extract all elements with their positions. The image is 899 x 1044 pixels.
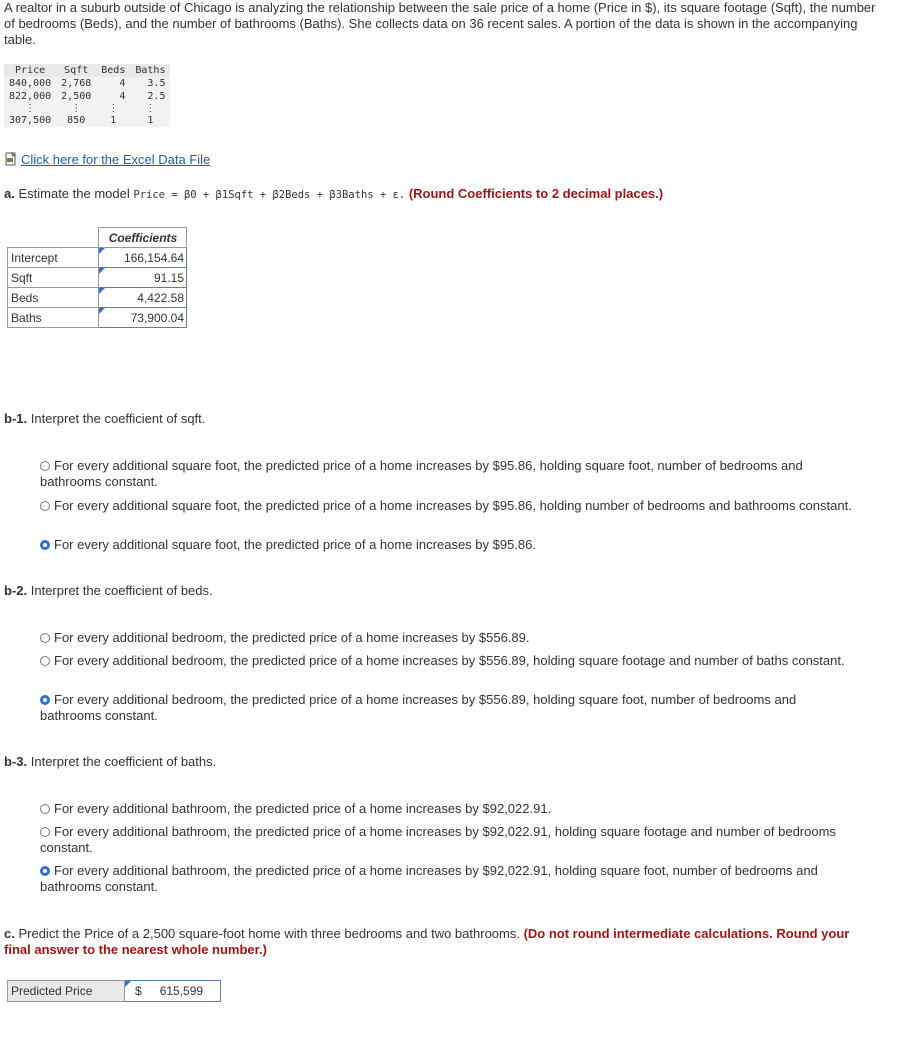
radio-selected-icon[interactable] [40, 540, 50, 550]
coefficients-header: Coefficients [99, 228, 187, 248]
b2-option-2[interactable]: For every additional bedroom, the predicted price of a home increases by $556.89, holding square footage and number of baths constant. [40, 653, 860, 669]
sqft-coef-input[interactable]: 91.15 [99, 268, 187, 288]
b3-option-2[interactable]: For every additional bathroom, the predicted price of a home increases by $92,022.91, holding square footage and number of bedrooms constant. [40, 824, 836, 855]
radio-selected-icon[interactable] [40, 866, 50, 876]
part-b1-question: b-1. Interpret the coefficient of sqft. [4, 411, 206, 426]
b3-option-1[interactable]: For every additional bathroom, the predicted price of a home increases by $92,022.91. [40, 801, 860, 817]
b1-option-3[interactable]: For every additional square foot, the predicted price of a home increases by $95.86. [40, 537, 860, 553]
sample-data-table [4, 64, 170, 127]
col-header: Price [4, 64, 56, 77]
coefficients-table [7, 227, 187, 328]
table-row: 307,500 850 1 1 [4, 114, 170, 127]
table-row-ellipsis: ⋮ ⋮ ⋮ ⋮ [4, 103, 170, 114]
radio-unselected-icon[interactable] [40, 461, 50, 471]
model-equation: Price = β0 + β1Sqft + β2Beds + β3Baths + ε. [133, 189, 406, 201]
table-row: Beds 4,422.58 [8, 288, 187, 308]
radio-unselected-icon[interactable] [40, 633, 50, 643]
part-c-question: c. Predict the Price of a 2,500 square-foot home with three bedrooms and two bathrooms. (Do not round intermediate calculations. Round your final answer to the nearest whole number.) [4, 926, 850, 957]
col-header: Baths [130, 64, 170, 77]
part-b3-question: b-3. Interpret the coefficient of baths. [4, 754, 217, 769]
col-header: Sqft [56, 64, 96, 77]
radio-unselected-icon[interactable] [40, 656, 50, 666]
radio-selected-icon[interactable] [40, 695, 50, 705]
table-row: Sqft 91.15 [8, 268, 187, 288]
b2-option-1[interactable]: For every additional bedroom, the predicted price of a home increases by $556.89. [40, 630, 860, 646]
table-row: Baths 73,900.04 [8, 308, 187, 328]
b1-option-1[interactable]: For every additional square foot, the predicted price of a home increases by $95.86, holding square foot, number of bedrooms and bathrooms constant. [40, 458, 803, 489]
excel-data-link[interactable]: Click here for the Excel Data File [4, 152, 210, 167]
col-header: Beds [96, 64, 130, 77]
predicted-price-row [7, 980, 221, 1002]
b2-option-3[interactable]: For every additional bedroom, the predicted price of a home increases by $556.89, holding square foot, number of bedrooms and bathrooms constant. [40, 692, 797, 723]
problem-intro: A realtor in a suburb outside of Chicago is analyzing the relationship between the sale price of a home (Price in $), its square footage (Sqft), the number of bedrooms (Beds), and the number of bathrooms (Baths). She collects data on 36 recent sales. A portion of the data is shown in the accompanying table. [4, 0, 876, 47]
baths-coef-input[interactable]: 73,900.04 [99, 308, 187, 328]
beds-coef-input[interactable]: 4,422.58 [99, 288, 187, 308]
table-row: 840,000 2,768 4 3.5 [4, 77, 170, 90]
file-icon [4, 152, 18, 166]
b3-option-3[interactable]: For every additional bathroom, the predicted price of a home increases by $92,022.91, holding square foot, number of bedrooms and bathrooms constant. [40, 863, 818, 894]
part-a-question: a. Estimate the model Price = β0 + β1Sqft + β2Beds + β3Baths + ε. (Round Coefficients to 2 decimal places.) [4, 186, 664, 201]
radio-unselected-icon[interactable] [40, 827, 50, 837]
predicted-price-label: Predicted Price [8, 981, 125, 1002]
radio-unselected-icon[interactable] [40, 501, 50, 511]
table-row: 822,000 2,500 4 2.5 [4, 90, 170, 103]
part-b2-question: b-2. Interpret the coefficient of beds. [4, 583, 213, 598]
intercept-input[interactable]: 166,154.64 [99, 248, 187, 268]
predicted-price-input[interactable]: $ 615,599 [125, 981, 221, 1002]
table-row: Intercept 166,154.64 [8, 248, 187, 268]
radio-unselected-icon[interactable] [40, 804, 50, 814]
b1-option-2[interactable]: For every additional square foot, the predicted price of a home increases by $95.86, holding number of bedrooms and bathrooms constant. [40, 498, 860, 514]
